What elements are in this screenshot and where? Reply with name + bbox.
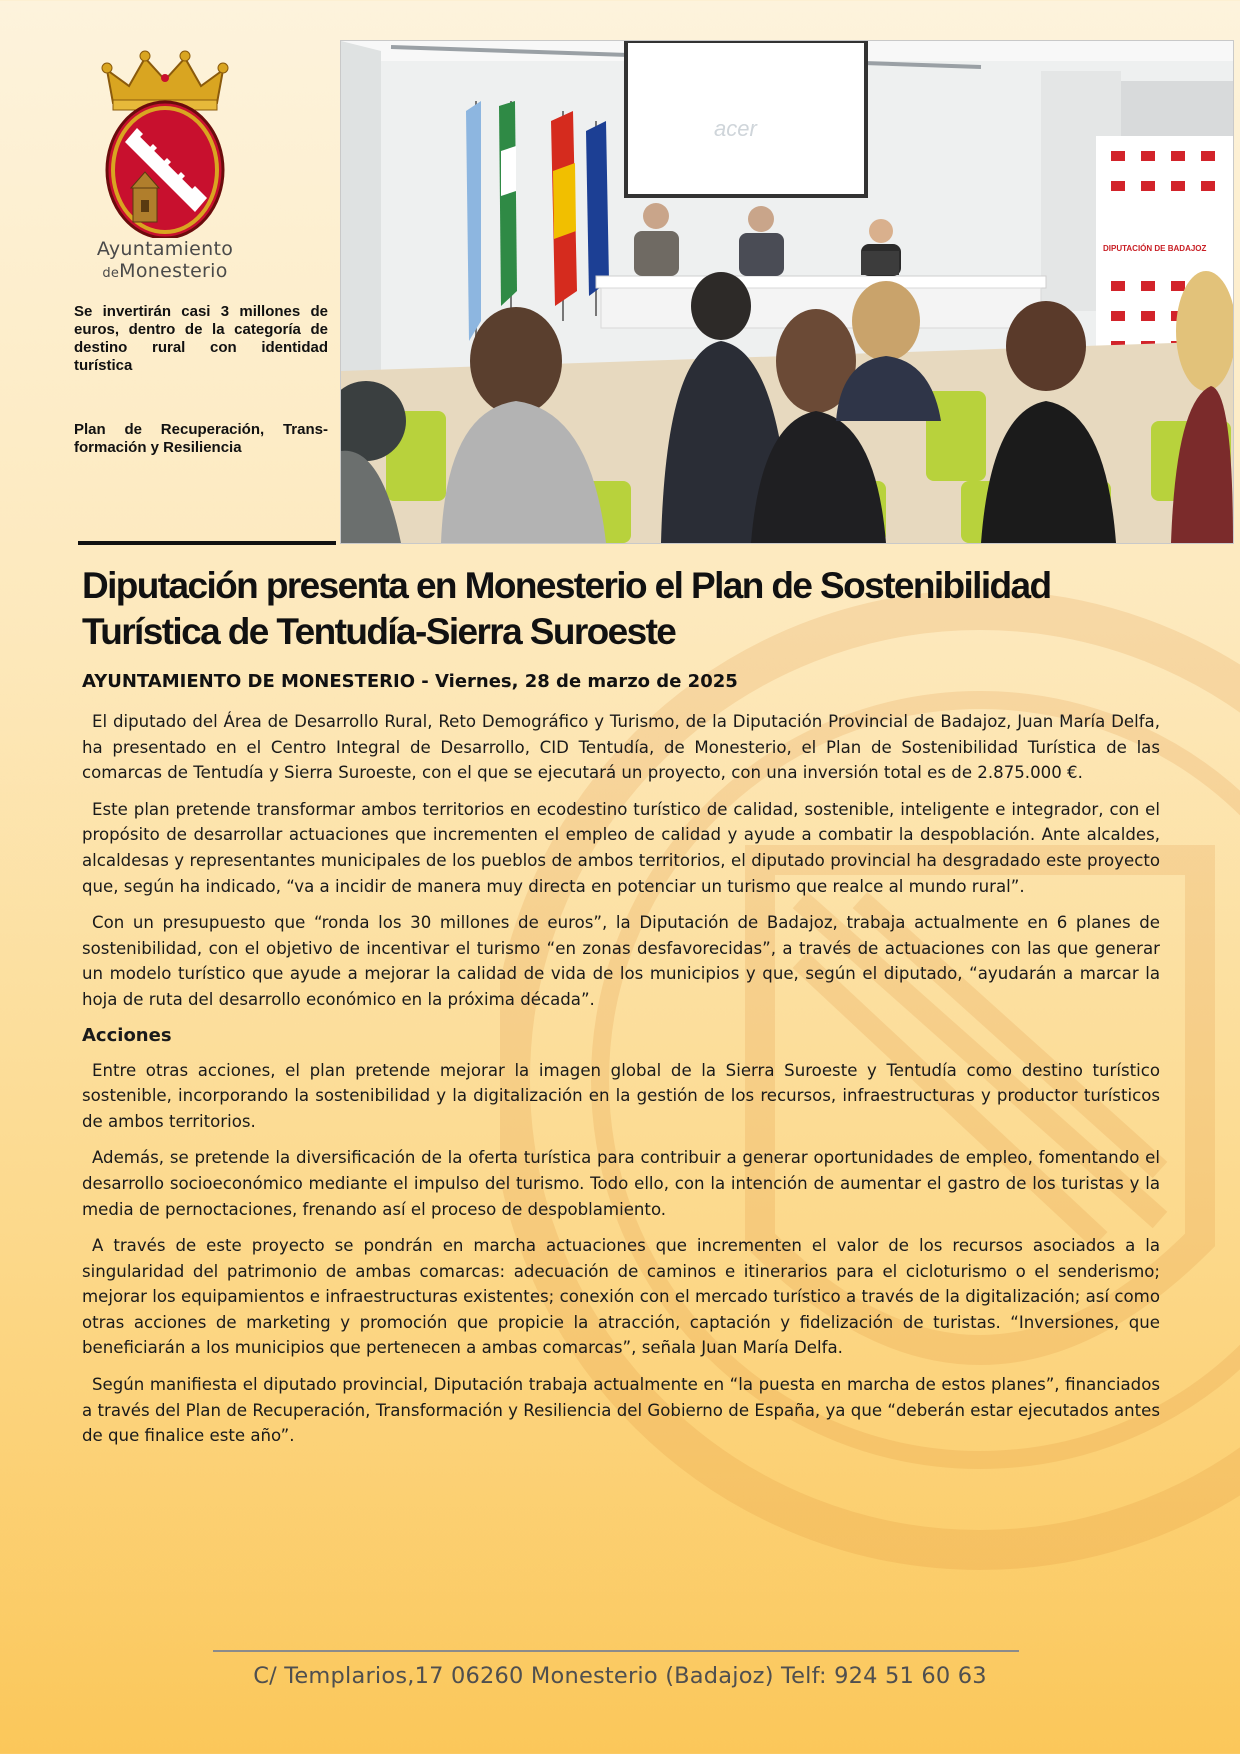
footer-address: C/ Templarios,17 06260 Monesterio (Badajoz) Telf: 924 51 60 63 xyxy=(253,1663,987,1689)
side-note-investment: Se invertirán casi 3 millones de euros, dentro de la categoría de destino rural con identidad turística xyxy=(74,303,328,374)
body-paragraph: Según manifiesta el diputado provincial, Diputación trabaja actualmente en “la puesta en marcha de estos planes”, financiados a través del Plan de Recuperación, Transformación y Resiliencia del Gobierno de España, ya que “deberán estar ejecutados antes de que finalice este año”. xyxy=(82,1375,1160,1446)
screen-brand-text: acer xyxy=(714,116,757,141)
logo-line-1: Ayuntamiento xyxy=(96,238,234,260)
footer-divider xyxy=(213,1650,1019,1652)
article-byline: AYUNTAMIENTO DE MONESTERIO - Viernes, 28 de marzo de 2025 xyxy=(82,671,738,692)
body-paragraph: Este plan pretende transformar ambos territorios en ecodestino turístico de calidad, sostenible, inteligente e integrador, con el propósito de desarrollar actuaciones que incrementen el empleo de calidad y ayude a combatir la despoblación. Ante alcaldes, alcaldesas y representantes municipales de los pueblos de ambos territorios, el diputado provincial ha desgradado este proyecto que, según ha indicado, “va a incidir de manera muy directa en potenciar un turismo que realce al mundo rural”. xyxy=(82,799,1160,896)
article-title: Diputación presenta en Monesterio el Plan de Sostenibilidad Turística de Tentudía-Sierra Suroeste xyxy=(82,565,1051,652)
article-body xyxy=(82,709,1160,1460)
body-paragraph: El diputado del Área de Desarrollo Rural, Reto Demográfico y Turismo, de la Diputación Provincial de Badajoz, Juan María Delfa, ha presentado en el Centro Integral de Desarrollo, CID Tentudía, de Monesterio, el Plan de Sostenibilidad Turística de las comarcas de Tentudía y Sierra Suroeste, con el que se ejecutará un proyecto, con una inversión total es de 2.875.000 €. xyxy=(82,712,1160,783)
banner-text: DIPUTACIÓN DE BADAJOZ xyxy=(1103,244,1207,253)
logo-line-2-prefix: de xyxy=(102,266,120,281)
side-note-plan: Plan de Recuperación, Trans-formación y Resiliencia xyxy=(74,421,328,456)
body-paragraph: Además, se pretende la diversificación de la oferta turística para contribuir a generar oportunidades de empleo, fomentando el desarrollo socioeconómico mediante el impulso del turismo. Todo ello, con la intención de aumentar el gastro de los turistas y la media de pernoctaciones, frenando así el proceso de despoblamiento. xyxy=(82,1148,1160,1219)
logo-line-2: Monesterio xyxy=(119,260,228,282)
section-heading-acciones: Acciones xyxy=(82,1024,172,1046)
body-paragraph: Con un presupuesto que “ronda los 30 millones de euros”, la Diputación de Badajoz, trabaja actualmente en 6 planes de sostenibilidad, con el objetivo de incentivar el turismo “en zonas desfavorecidas”, a través de actuaciones con las que generar un modelo turístico que ayude a mejorar la calidad de vida de los municipios y que, según el diputado, “ayudarán a marcar la hoja de ruta del desarrollo económico en la próxima década”. xyxy=(82,913,1160,1009)
municipality-logo xyxy=(80,48,250,288)
body-paragraph: Entre otras acciones, el plan pretende mejorar la imagen global de la Sierra Suroeste y Tentudía como destino turístico sostenible, incorporando la sostenibilidad y la digitalización en la gestión de los recursos, infraestructuras y productor turísticos de ambos territorios. xyxy=(82,1060,1160,1131)
coat-of-arms-icon xyxy=(95,48,235,238)
meeting-photo xyxy=(340,40,1234,544)
side-divider xyxy=(78,541,336,545)
body-paragraph: A través de este proyecto se pondrán en marcha actuaciones que incrementen el valor de los recursos asociados a la singularidad del patrimonio de ambas comarcas: adecuación de caminos e itinerarios para el cicloturismo o el senderismo; mejorar los equipamientos e infraestructuras existentes; conexión con el mercado turístico a través de la digitalización; así como otras acciones de marketing y promoción que propicie la atracción, captación y fidelización de turistas. “Inversiones, que beneficiarán a los municipios que pertenecen a ambas comarcas”, señala Juan María Delfa. xyxy=(82,1236,1160,1358)
